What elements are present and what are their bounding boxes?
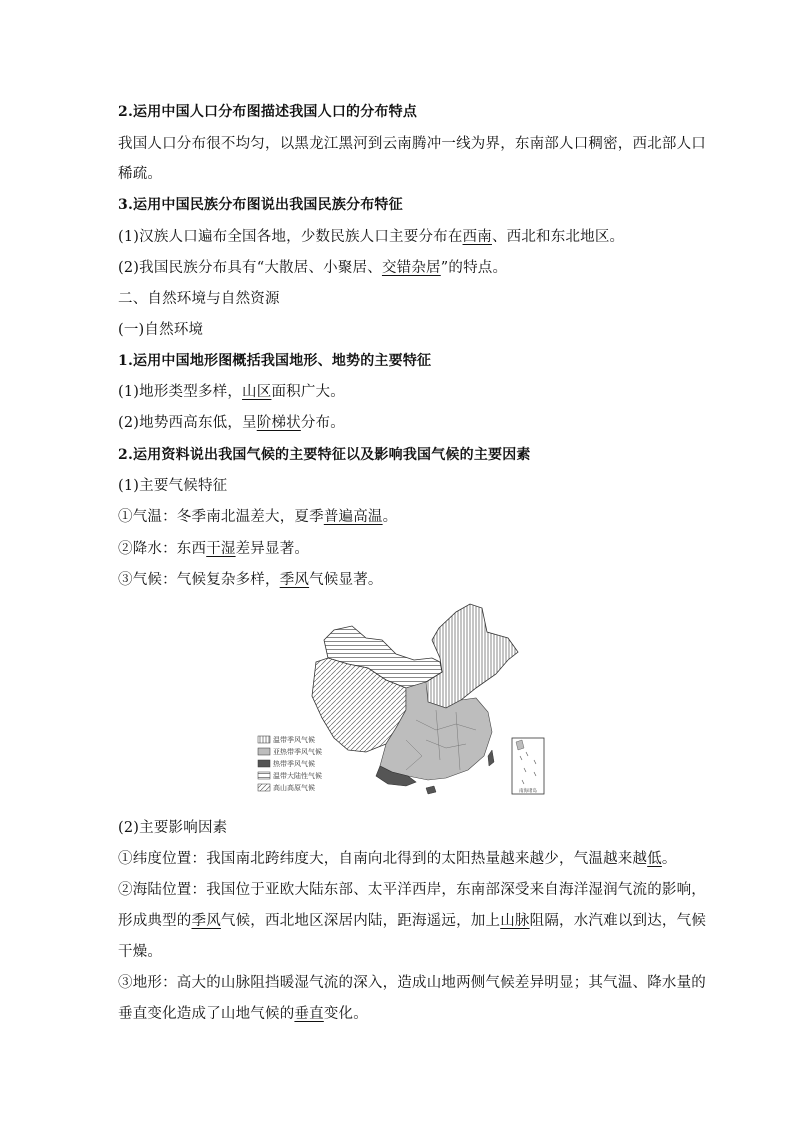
answer-blank: 阶梯状 (256, 415, 301, 431)
text-line: ③气候：气候复杂多样，季风气候显著。 (118, 572, 383, 588)
svg-text:南海诸岛: 南海诸岛 (519, 789, 537, 794)
legend-label: 热带季风气候 (273, 760, 315, 768)
island-hainan (426, 786, 436, 794)
text-line: 垂直变化造成了山地气候的垂直变化。 (118, 1006, 368, 1022)
answer-blank: 山区 (242, 384, 272, 400)
text-line: (1)汉族人口遍布全国各地，少数民族人口主要分布在西南、西北和东北地区。 (118, 229, 625, 245)
answer-blank: 季风 (191, 913, 221, 929)
region-temperate-monsoon (416, 604, 518, 708)
text-line: ①纬度位置：我国南北跨纬度大，自南向北得到的太阳热量越来越少，气温越来越低。 (118, 851, 677, 867)
subsection-heading: (一)自然环境 (118, 322, 204, 338)
text-line: ①气温：冬季南北温差大，夏季普遍高温。 (118, 509, 398, 525)
text-line: (2)我国民族分布具有“大散居、小聚居、交错杂居”的特点。 (118, 260, 508, 276)
answer-blank: 干湿 (206, 541, 236, 557)
answer-blank: 交错杂居 (381, 260, 441, 276)
heading-ethnic: 3.运用中国民族分布图说出我国民族分布特征 (118, 197, 403, 213)
text-line: 稀疏。 (118, 166, 163, 182)
legend-label: 高山高原气候 (273, 784, 315, 792)
answer-blank: 普遍高温 (323, 509, 383, 525)
south-china-sea-inset (512, 738, 544, 794)
answer-blank: 山脉 (500, 913, 530, 929)
heading-terrain: 1.运用中国地形图概括我国地形、地势的主要特征 (118, 353, 432, 369)
legend-label: 温带季风气候 (273, 736, 315, 744)
text-line: 形成典型的季风气候，西北地区深居内陆，距海遥远，加上山脉阻隔，水汽难以到达，气候 (118, 913, 707, 929)
heading-climate: 2.运用资料说出我国气候的主要特征以及影响我国气候的主要因素 (118, 447, 531, 463)
heading-population: 2.运用中国人口分布图描述我国人口的分布特点 (118, 104, 418, 120)
text-line: 我国人口分布很不均匀，以黑龙江黑河到云南腾冲一线为界，东南部人口稠密，西北部人口 (118, 136, 706, 152)
answer-blank: 低 (647, 851, 662, 867)
climate-map-figure (256, 600, 548, 800)
text-line: ②降水：东西干湿差异显著。 (118, 541, 310, 557)
text-line: (1)地形类型多样，山区面积广大。 (118, 384, 345, 400)
section-heading: 二、自然环境与自然资源 (118, 291, 280, 307)
map-legend (258, 735, 322, 792)
text-line: 干燥。 (118, 944, 163, 960)
text-line: (1)主要气候特征 (118, 478, 228, 494)
text-line: (2)地势西高东低，呈阶梯状分布。 (118, 415, 345, 431)
island-taiwan (488, 750, 494, 766)
text-line: ②海陆位置：我国位于亚欧大陆东部、太平洋西岸，东南部深受来自海洋湿润气流的影响， (118, 882, 706, 898)
legend-label: 亚热带季风气候 (273, 748, 322, 756)
answer-blank: 季风 (279, 572, 310, 588)
text-line: (2)主要影响因素 (118, 820, 228, 836)
legend-label: 温带大陆性气候 (273, 772, 322, 780)
answer-blank: 西南 (462, 229, 492, 245)
text-line: ③地形：高大的山脉阻挡暖湿气流的深入，造成山地两侧气候差异明显；其气温、降水量的 (118, 975, 706, 991)
answer-blank: 垂直 (294, 1006, 324, 1022)
